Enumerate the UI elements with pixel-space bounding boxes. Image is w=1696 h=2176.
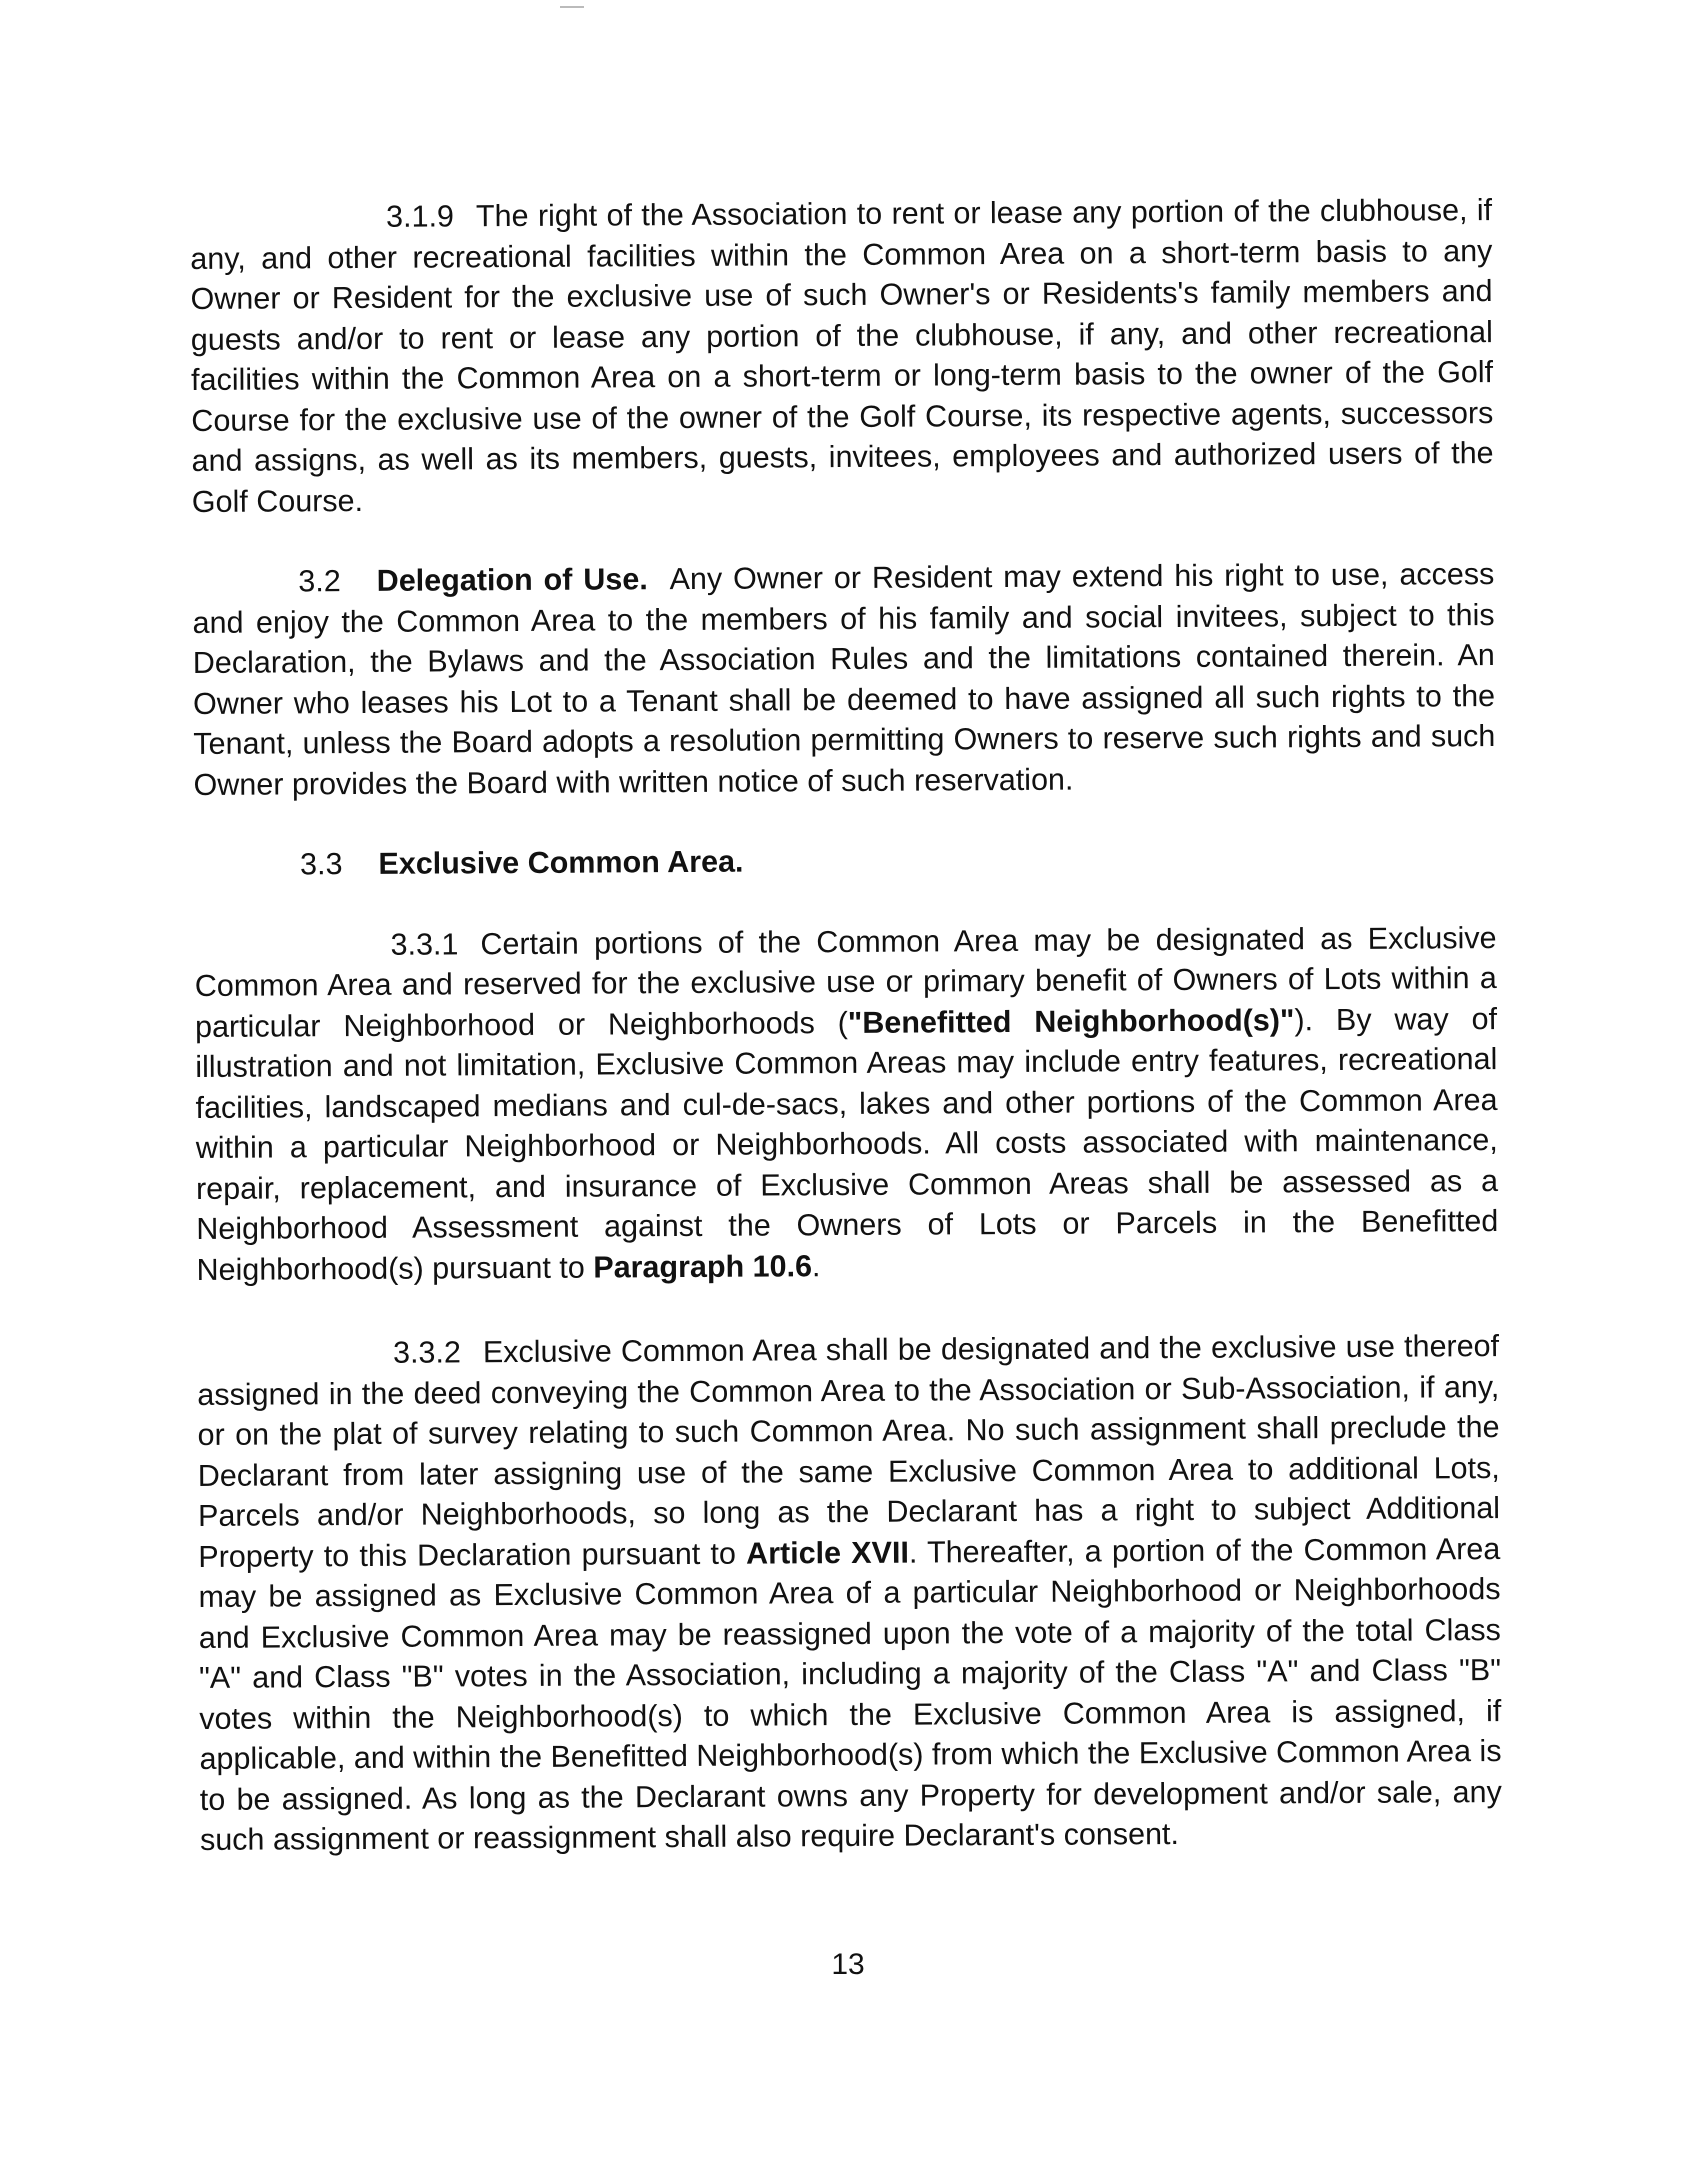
section-text: Any Owner or Resident may extend his right to use, access and enjoy the Common Area to the members of his family and social invitees, subject to this Declaration, the Bylaws and the Association Rules and the limitations contained therein. An Owner who leases his Lot to a Tenant shall be deemed to have assigned all such rights to the Tenant, unless the Board adopts a resolution permitting Owners to reserve such rights and such Owner provides the Board with written notice of such reservation. <box>192 557 1496 802</box>
section-3-3-2 <box>197 1326 1502 1860</box>
cross-reference: Article XVII <box>746 1535 909 1571</box>
section-title: Exclusive Common Area. <box>378 844 744 881</box>
section-number: 3.3 <box>299 847 343 882</box>
section-title: Delegation of Use. <box>376 562 648 598</box>
section-text: Certain portions of the Common Area may be designated as Exclusive Common Area and reserved for the exclusive use or primary benefit of Owners of Lots within a particular Neighborhood or Neighborhoods ( <box>194 920 1497 1044</box>
section-3-3-1 <box>194 918 1498 1290</box>
scan-artifact <box>560 6 584 8</box>
section-text: . <box>811 1248 821 1283</box>
section-number: 3.1.9 <box>386 199 455 234</box>
document-body <box>190 190 1502 1860</box>
section-number: 3.2 <box>298 564 341 599</box>
page-number: 13 <box>831 1948 865 1981</box>
defined-term: "Benefitted Neighborhood(s)" <box>847 1002 1295 1040</box>
section-3-2 <box>192 554 1495 805</box>
section-number: 3.3.1 <box>390 926 459 962</box>
cross-reference: Paragraph 10.6 <box>593 1248 813 1285</box>
section-text: The right of the Association to rent or lease any portion of the clubhouse, if any, and other recreational facilities within the Common Area on a short-term basis to any Owner or Resident for the exclusive use of such Owner's or Residents's family members and guests and/or to rent or lease any portion of the clubhouse, if any, and other recreational facilities within the Common Area on a short-term or long-term basis to the owner of the Golf Course for the exclusive use of the owner of the Golf Course, its respective agents, successors and assigns, as well as its members, guests, invitees, employees and authorized users of the Golf Course. <box>190 193 1494 519</box>
section-number: 3.3.2 <box>392 1335 462 1370</box>
section-3-1-9 <box>190 190 1494 522</box>
section-text: . Thereafter, a portion of the Common Area may be assigned as Exclusive Common Area of a particular Neighborhood or Neighborhoods and Exclusive Common Area may be reassigned upon the vote of a majority of the total Class "A" and Class "B" votes in the Association, including a majority of the Class "A" and Class "B" votes within the Neighborhood(s) to which the Exclusive Common Area is assigned, if applicable, and within the Benefitted Neighborhood(s) from which the Exclusive Common Area is to be assigned. As long as the Declarant owns any Property for development and/or sale, any such assignment or reassignment shall also require Declarant's consent. <box>198 1531 1502 1857</box>
section-text: ). By way of illustration and not limitation, Exclusive Common Areas may include entry features, recreational facilities, landscaped medians and cul-de-sacs, lakes and other portions of the Common Area within a particular Neighborhood or Neighborhoods. All costs associated with maintenance, repair, replacement, and insurance of Exclusive Common Areas shall be assessed as a Neighborhood Assessment against the Owners of Lots or Parcels in the Benefitted Neighborhood(s) pursuant to <box>195 1001 1499 1287</box>
section-text: Exclusive Common Area shall be designated and the exclusive use thereof assigned in the deed conveying the Common Area to the Association or Sub-Association, if any, or on the plat of survey relating to such Common Area. No such assignment shall preclude the Declarant from later assigning use of the same Exclusive Common Area to additional Lots, Parcels and/or Neighborhoods, so long as the Declarant has a right to subject Additional Property to this Declaration pursuant to <box>197 1329 1501 1574</box>
section-3-3-heading <box>194 837 1496 885</box>
